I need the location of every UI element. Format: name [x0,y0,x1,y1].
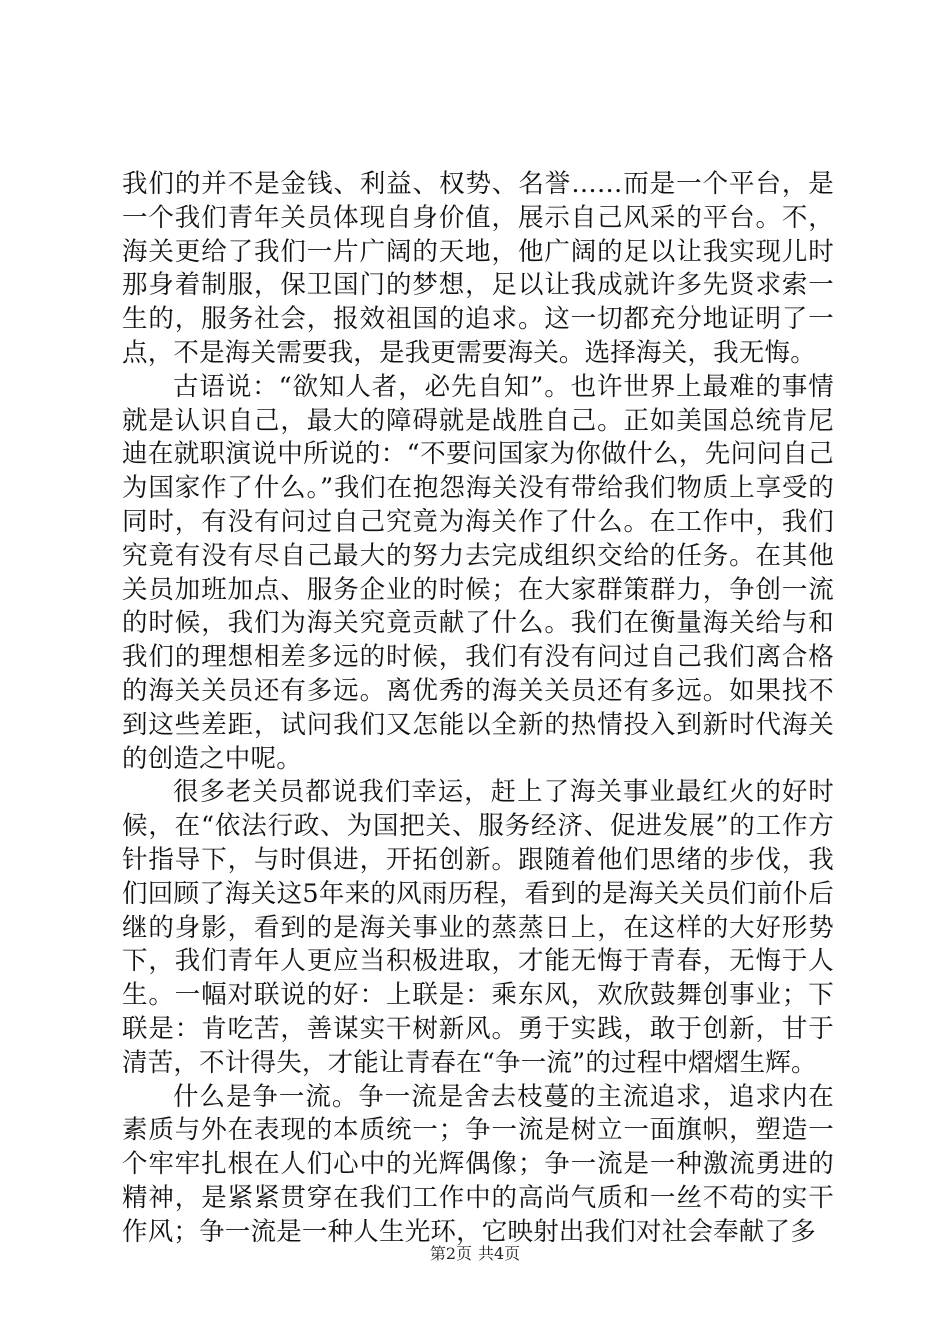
page-number: 第2页 [429,1244,472,1263]
page-total: 共4页 [478,1244,521,1263]
paragraph-3: 很多老关员都说我们幸运，赶上了海关事业最红火的好时候，在“依法行政、为国把关、服务经济、促进发展”的工作方针指导下，与时俱进，开拓创新。跟随着他们思绪的步伐，我们回顾了海关这5年来的风雨历程，看到的是海关关员们前仆后继的身影，看到的是海关事业的蒸蒸日上，在这样的大好形势下，我们青年人更应当积极进取，才能无悔于青春，无悔于人生。一幅对联说的好：上联是：乘东风，欢欣鼓舞创事业；下联是：肯吃苦，善谋实干树新风。勇于实践，敢于创新，甘于清苦，不计得失，才能让青春在“争一流”的过程中熠熠生辉。 [122,777,834,1078]
page-footer [0,1244,950,1264]
paragraph-4: 什么是争一流。争一流是舍去枝蔓的主流追求，追求内在素质与外在表现的本质统一；争一流是树立一面旗帜，塑造一个牢牢扎根在人们心中的光辉偶像；争一流是一种激流勇进的精神，是紧紧贯穿在我们工作中的高尚气质和一丝不苟的实干作风；争一流是一种人生光环，它映射出我们对社会奉献了多 [122,1081,834,1247]
paragraph-1: 我们的并不是金钱、利益、权势、名誉……而是一个平台，是一个我们青年关员体现自身价值，展示自己风采的平台。不，海关更给了我们一片广阔的天地，他广阔的足以让我实现儿时那身着制服，保卫国门的梦想，足以让我成就许多先贤求索一生的，服务社会，报效祖国的追求。这一切都充分地证明了一点，不是海关需要我，是我更需要海关。选择海关，我无悔。 [122,169,834,368]
document-body [122,168,834,1250]
paragraph-2: 古语说：“欲知人者，必先自知”。也许世界上最难的事情就是认识自己，最大的障碍就是战胜自己。正如美国总统肯尼迪在就职演说中所说的：“不要问国家为你做什么，先问问自己为国家作了什么。”我们在抱怨海关没有带给我们物质上享受的同时，有没有问过自己究竟为海关作了什么。在工作中，我们究竟有没有尽自己最大的努力去完成组织交给的任务。在其他关员加班加点、服务企业的时候；在大家群策群力，争创一流的时候，我们为海关究竟贡献了什么。我们在衡量海关给与和我们的理想相差多远的时候，我们有没有问过自己我们离合格的海关关员还有多远。离优秀的海关关员还有多远。如果找不到这些差距，试问我们又怎能以全新的热情投入到新时代海关的创造之中呢。 [122,371,834,774]
